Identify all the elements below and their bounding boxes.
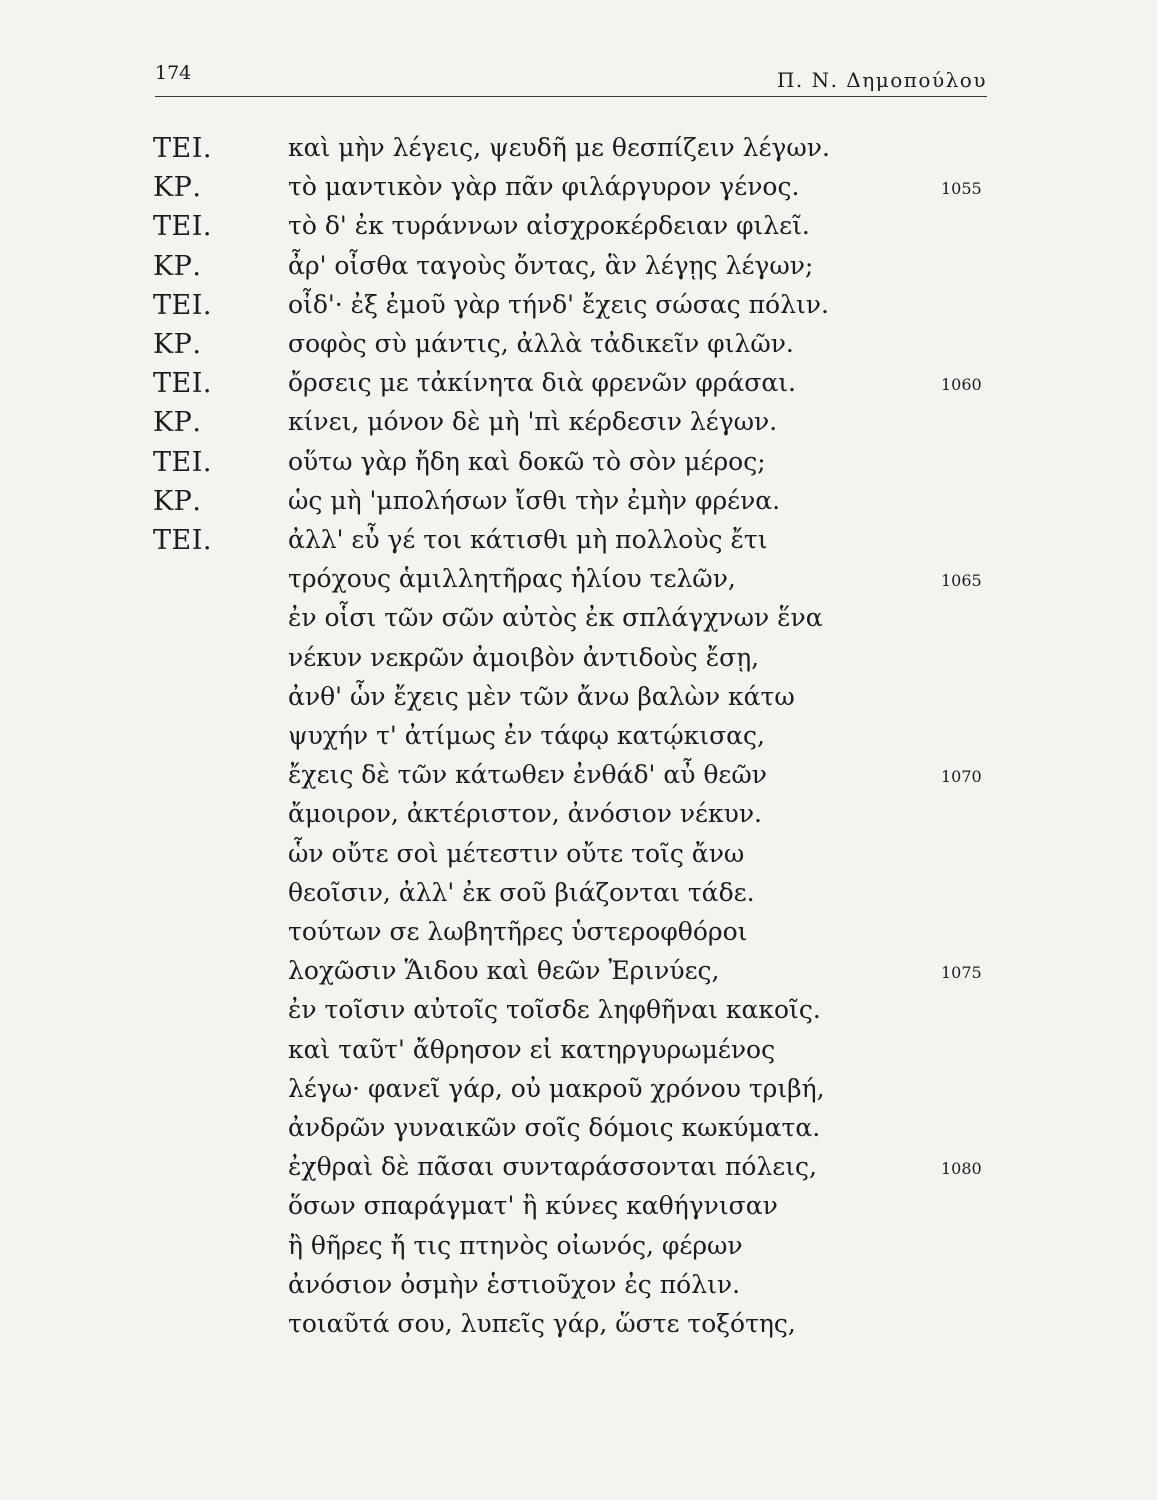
line-number: 1080 [941, 1159, 982, 1179]
verse-text: τούτων σε λωβητῆρες ὑστεροφθόροι [288, 917, 748, 946]
verse-line [0, 603, 1157, 641]
speaker-label: ΚΡ. [153, 407, 202, 439]
line-number: 1060 [941, 375, 982, 395]
verse-line [0, 1309, 1157, 1347]
verse-text: κίνει, μόνον δὲ μὴ 'πὶ κέρδεσιν λέγων. [288, 407, 778, 437]
line-number: 1075 [941, 963, 982, 983]
speaker-label: ΚΡ. [153, 172, 202, 204]
speaker-label: ΤΕΙ. [153, 289, 212, 321]
verse-line [0, 1035, 1157, 1073]
speaker-label: ΚΡ. [153, 250, 202, 282]
page-number: 174 [155, 62, 192, 84]
page-header [155, 62, 987, 97]
verse-line [0, 368, 1157, 406]
verse-line [0, 917, 1157, 955]
verse-text: ἐχθραὶ δὲ πᾶσαι συνταράσσονται πόλεις, [288, 1152, 817, 1182]
verse-text: ὄρσεις με τἀκίνητα διὰ φρενῶν φράσαι. [288, 368, 796, 398]
verse-line [0, 251, 1157, 289]
verse-line [0, 956, 1157, 994]
speaker-label: ΚΡ. [153, 485, 202, 517]
line-number: 1070 [941, 767, 982, 787]
verse-text: ψυχήν τ' ἀτίμως ἐν τάφῳ κατῴκισας, [288, 721, 765, 750]
line-number: 1055 [941, 179, 982, 199]
verse-text: οἶδ'· ἐξ ἐμοῦ γὰρ τήνδ' ἔχεις σώσας πόλιν. [288, 289, 829, 319]
verse-line [0, 760, 1157, 798]
verse-text: ἐν τοῖσιν αὐτοῖς τοῖσδε ληφθῆναι κακοῖς. [288, 995, 821, 1025]
verse-text: ἀνόσιον ὀσμὴν ἑστιοῦχον ἐς πόλιν. [288, 1269, 741, 1299]
verse-text: ἀλλ' εὖ γέ τοι κάτισθι μὴ πολλοὺς ἔτι [288, 525, 768, 554]
verse-text: θεοῖσιν, ἀλλ' ἐκ σοῦ βιάζονται τάδε. [288, 877, 755, 907]
verse-text: νέκυν νεκρῶν ἀμοιβὸν ἀντιδοὺς ἔσῃ, [288, 642, 760, 672]
verse-line [0, 1113, 1157, 1151]
verse-line [0, 486, 1157, 524]
verse-text: ἔχεις δὲ τῶν κάτωθεν ἐνθάδ' αὖ θεῶν [288, 760, 767, 790]
verse-line [0, 407, 1157, 445]
running-title: Π. Ν. Δημοπούλου [776, 68, 987, 92]
verse-line [0, 329, 1157, 367]
verse-line [0, 211, 1157, 249]
verse-line [0, 643, 1157, 681]
verse-text: λοχῶσιν Ἅιδου καὶ θεῶν Ἐρινύες, [288, 956, 720, 986]
speaker-label: ΚΡ. [153, 329, 202, 360]
speaker-label: ΤΕΙ. [153, 133, 212, 164]
verse-text: οὕτω γὰρ ἤδη καὶ δοκῶ τὸ σὸν μέρος; [288, 446, 766, 476]
verse-text: ἆρ' οἶσθα ταγοὺς ὄντας, ἃν λέγῃς λέγων; [288, 250, 814, 280]
verse-text: ὡς μὴ 'μπολήσων ἴσθι τὴν ἐμὴν φρένα. [288, 485, 781, 515]
speaker-label: ΤΕΙ. [153, 446, 212, 478]
verse-line [0, 995, 1157, 1033]
verse-line [0, 172, 1157, 210]
speaker-label: ΤΕΙ. [153, 525, 212, 556]
verse-text: ὧν οὔτε σοὶ μέτεστιν οὔτε τοῖς ἄνω [288, 838, 745, 868]
verse-text: λέγω· φανεῖ γάρ, οὐ μακροῦ χρόνου τριβή, [288, 1073, 825, 1103]
verse-text: σοφὸς σὺ μάντις, ἀλλὰ τἀδικεῖν φιλῶν. [288, 329, 794, 358]
verse-text: ὅσων σπαράγματ' ἢ κύνες καθήγνισαν [288, 1191, 778, 1221]
verse-text: τὸ μαντικὸν γὰρ πᾶν φιλάργυρον γένος. [288, 172, 800, 202]
verse-text: καὶ ταῦτ' ἄθρησον εἰ κατηργυρωμένος [288, 1034, 776, 1064]
verse-line [0, 447, 1157, 485]
verse-text: ἐν οἷσι τῶν σῶν αὐτὸς ἐκ σπλάγχνων ἕνα [288, 603, 823, 633]
verse-text: ἄμοιρον, ἀκτέριστον, ἀνόσιον νέκυν. [288, 799, 762, 829]
verse-line [0, 1152, 1157, 1190]
verse-line [0, 839, 1157, 877]
verse-text: τρόχους ἁμιλλητῆρας ἡλίου τελῶν, [288, 564, 736, 594]
verse-text: καὶ μὴν λέγεις, ψευδῆ με θεσπίζειν λέγων. [288, 133, 830, 162]
verse-line [0, 133, 1157, 171]
verse-line [0, 564, 1157, 602]
verse-line [0, 878, 1157, 916]
verse-line [0, 1191, 1157, 1229]
speaker-label: ΤΕΙ. [153, 211, 212, 243]
verse-text: ἢ θῆρες ἤ τις πτηνὸς οἰωνός, φέρων [288, 1230, 743, 1260]
verse-line [0, 799, 1157, 837]
verse-line [0, 682, 1157, 720]
verse-line [0, 290, 1157, 328]
verse-text: ἀνθ' ὧν ἔχεις μὲν τῶν ἄνω βαλὼν κάτω [288, 681, 795, 711]
line-number: 1065 [941, 571, 982, 591]
verse-text: ἀνδρῶν γυναικῶν σοῖς δόμοις κωκύματα. [288, 1113, 821, 1142]
verse-line [0, 1270, 1157, 1308]
verse-text: τοιαῦτά σου, λυπεῖς γάρ, ὥστε τοξότης, [288, 1309, 796, 1338]
verse-text: τὸ δ' ἐκ τυράννων αἰσχροκέρδειαν φιλεῖ. [288, 211, 810, 241]
verse-line [0, 525, 1157, 563]
verse-line [0, 1231, 1157, 1269]
speaker-label: ΤΕΙ. [153, 368, 212, 400]
verse-line [0, 721, 1157, 759]
verse-line [0, 1074, 1157, 1112]
